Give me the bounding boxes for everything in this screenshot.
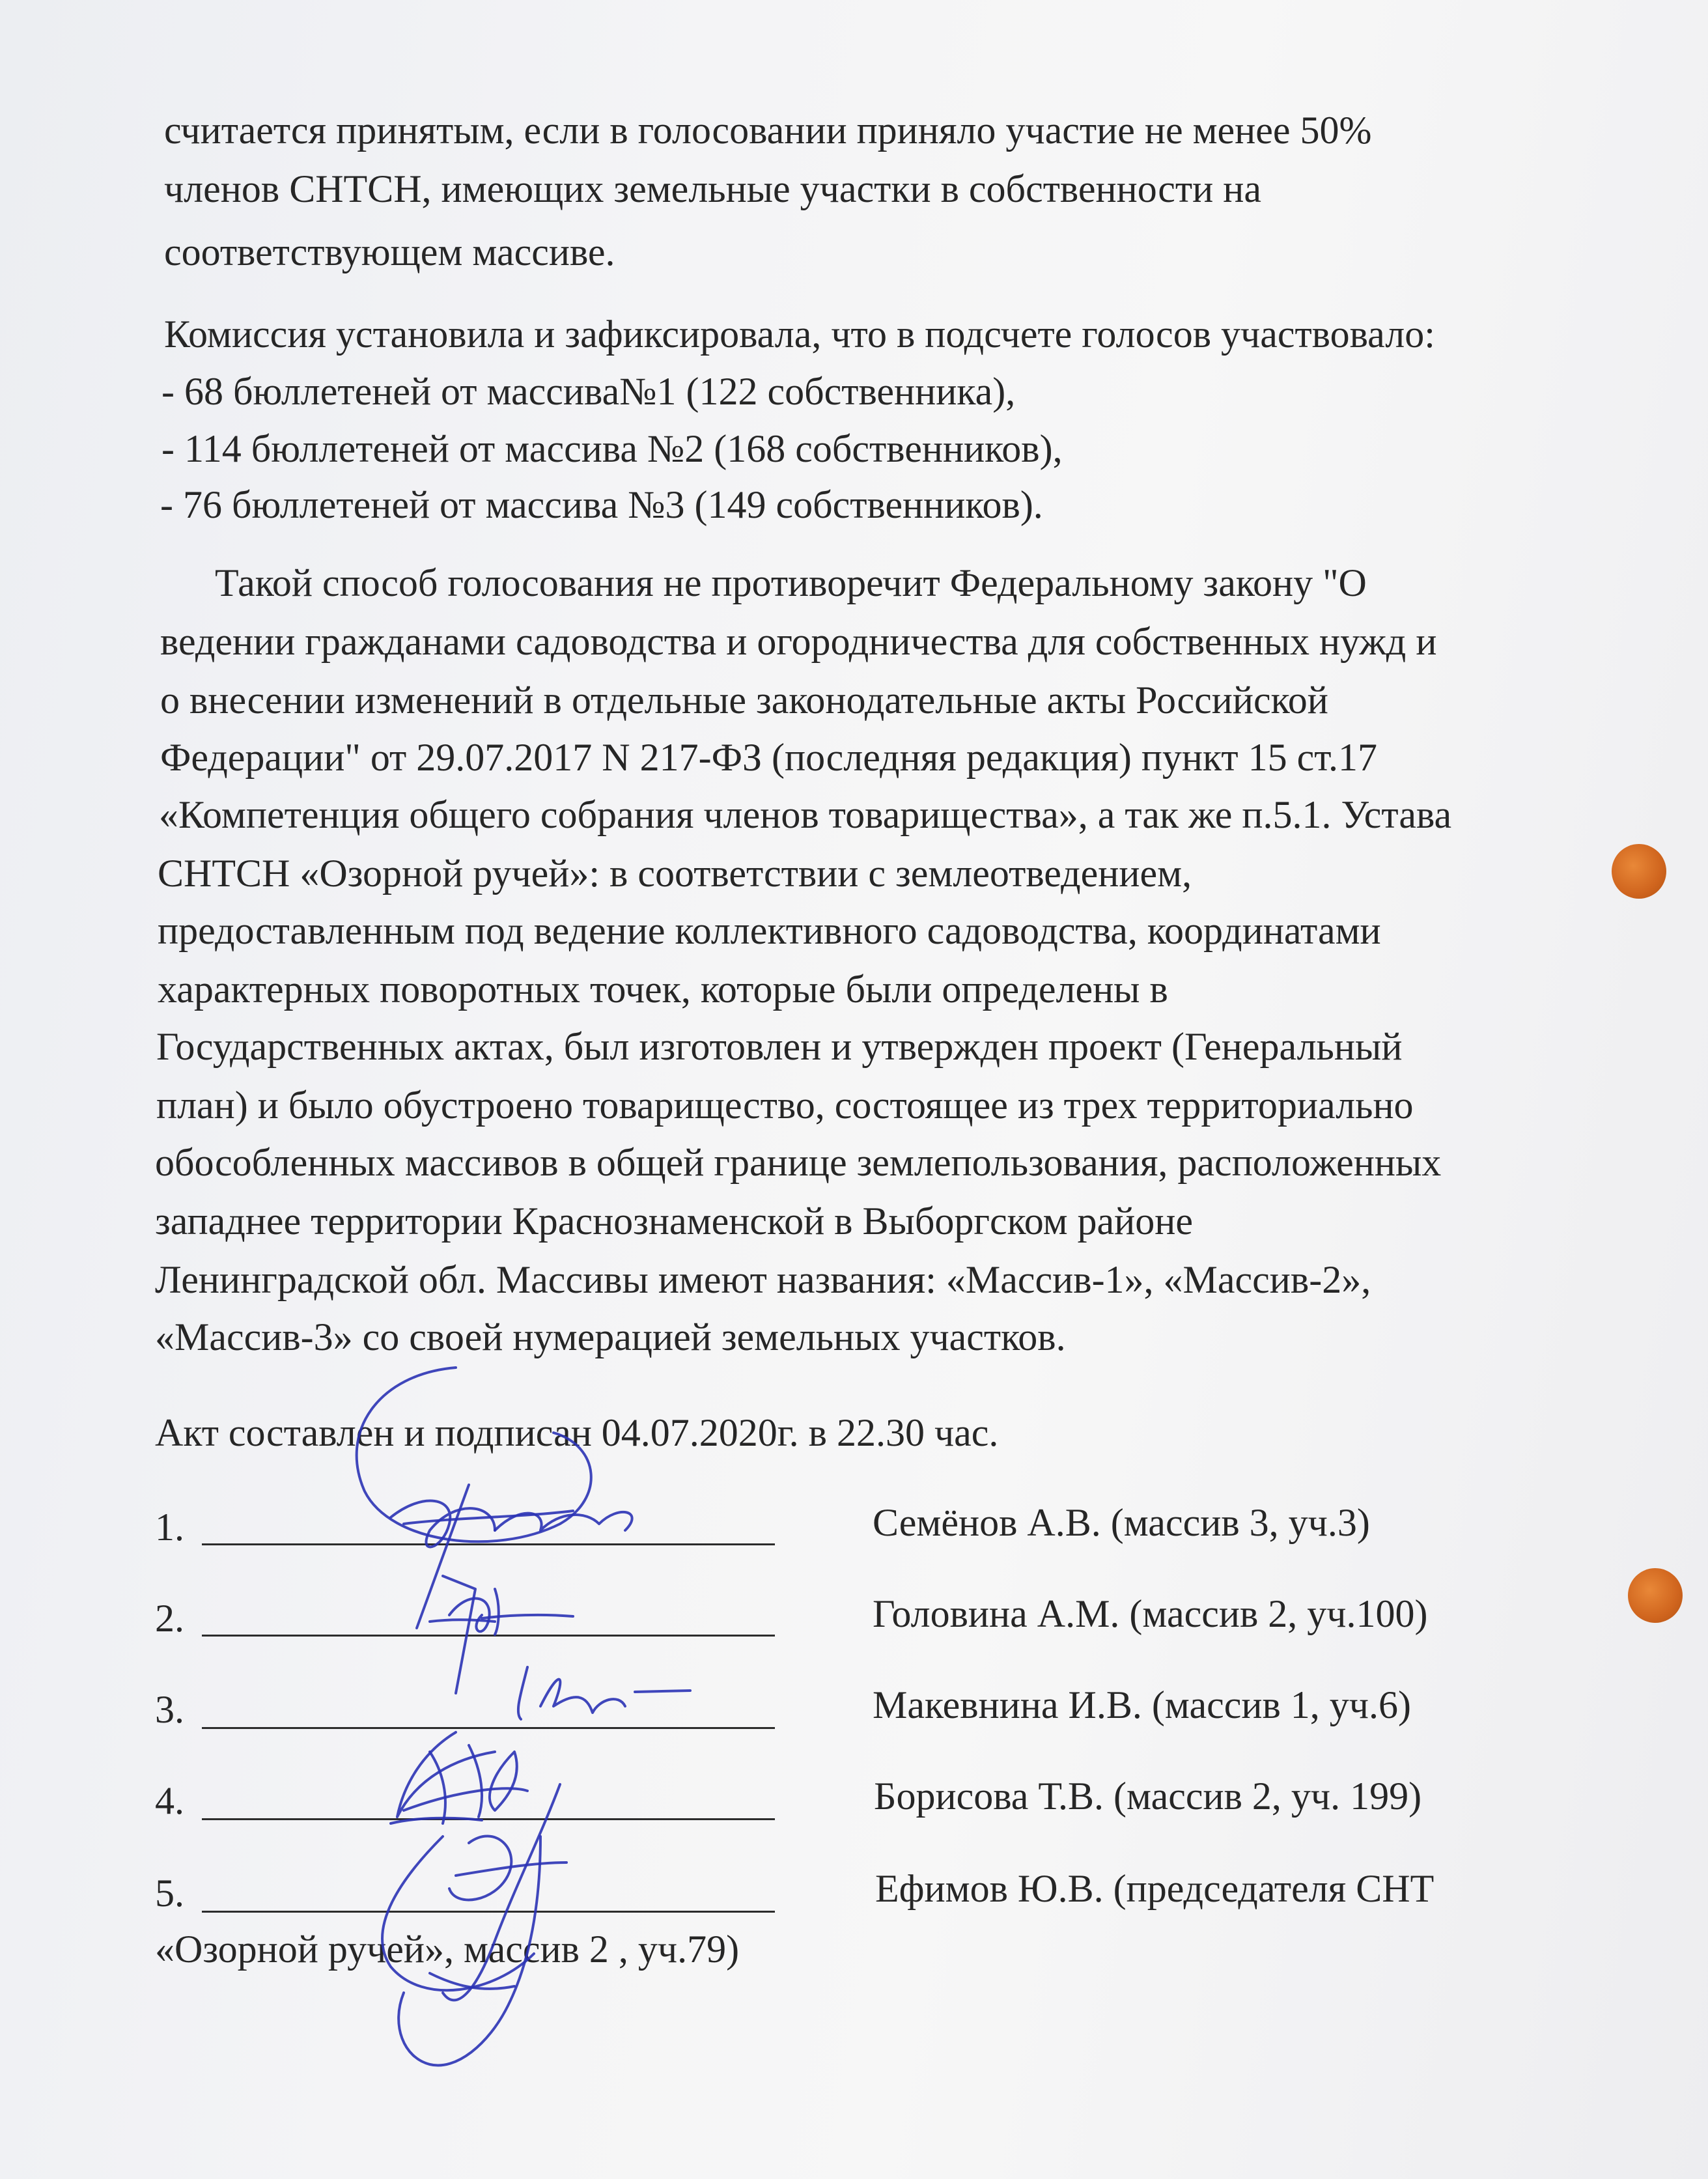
- signatory-number: 1.: [155, 1506, 184, 1549]
- law-line: Государственных актах, был изготовлен и утвержден проект (Генеральный: [156, 1025, 1403, 1068]
- signatory-number: 5.: [155, 1872, 184, 1915]
- signature-line: [202, 1911, 775, 1913]
- signatory-name: Семёнов А.В. (массив 3, уч.3): [873, 1501, 1370, 1544]
- signature-line: [202, 1727, 775, 1729]
- intro-line: членов СНТСН, имеющих земельные участки в собственности на: [164, 167, 1261, 210]
- law-line: предоставленным под ведение коллективного садоводства, координатами: [158, 909, 1381, 952]
- law-line: «Массив-3» со своей нумерацией земельных участков.: [155, 1315, 1066, 1358]
- commission-line: Комиссия установила и зафиксировала, что в подсчете голосов участвовало:: [164, 313, 1435, 356]
- law-line: Федерации" от 29.07.2017 N 217-ФЗ (последняя редакция) пункт 15 ст.17: [160, 736, 1377, 779]
- law-line: западнее территории Краснознаменской в Выборгском районе: [155, 1200, 1194, 1243]
- signature-3: [518, 1667, 690, 1719]
- signatory-name: Ефимов Ю.В. (председателя СНТ: [875, 1867, 1435, 1910]
- signatory-number: 3.: [155, 1688, 184, 1731]
- signature-1: [357, 1368, 632, 1628]
- law-line: характерных поворотных точек, которые были определены в: [158, 968, 1168, 1011]
- law-line: обособленных массивов в общей границе землепользования, расположенных: [155, 1141, 1442, 1184]
- signature-line: [202, 1543, 775, 1545]
- signature-5: [382, 1784, 567, 2066]
- signatory-number: 2.: [155, 1597, 184, 1640]
- intro-line: соответствующем массиве.: [164, 231, 615, 274]
- law-line: о внесении изменений в отдельные законодательные акты Российской: [160, 679, 1328, 722]
- commission-line: - 76 бюллетеней от массива №3 (149 собственников).: [160, 483, 1043, 526]
- signatory-name: Головина А.М. (массив 2, уч.100): [873, 1592, 1428, 1635]
- law-line: план) и было обустроено товарищество, состоящее из трех территориально: [156, 1084, 1414, 1127]
- intro-line: считается принятым, если в голосовании приняло участие не менее 50%: [164, 109, 1372, 152]
- law-line: Такой способ голосования не противоречит Федеральному закону "О: [215, 561, 1367, 604]
- commission-line: - 114 бюллетеней от массива №2 (168 собственников),: [161, 427, 1063, 470]
- law-line: «Компетенция общего собрания членов товарищества», а так же п.5.1. Устава: [159, 793, 1452, 836]
- commission-line: - 68 бюллетеней от массива№1 (122 собственника),: [161, 370, 1016, 413]
- signatory-name: Борисова Т.В. (массив 2, уч. 199): [874, 1775, 1422, 1818]
- closing-line: «Озорной ручей», массив 2 , уч.79): [155, 1928, 740, 1971]
- binder-hole: [1628, 1568, 1683, 1623]
- law-line: ведении гражданами садоводства и огородничества для собственных нужд и: [160, 620, 1437, 663]
- signatory-name: Макевнина И.В. (массив 1, уч.6): [873, 1683, 1411, 1726]
- binder-hole: [1612, 844, 1666, 899]
- signature-line: [202, 1818, 775, 1820]
- act-statement: Акт составлен и подписан 04.07.2020г. в 22.30 час.: [155, 1411, 999, 1454]
- signature-line: [202, 1635, 775, 1637]
- signature-4: [391, 1732, 527, 1823]
- signatory-number: 4.: [155, 1779, 184, 1822]
- law-line: Ленинградской обл. Массивы имеют названия: «Массив-1», «Массив-2»,: [155, 1258, 1371, 1301]
- law-line: СНТСН «Озорной ручей»: в соответствии с землеотведением,: [158, 852, 1192, 895]
